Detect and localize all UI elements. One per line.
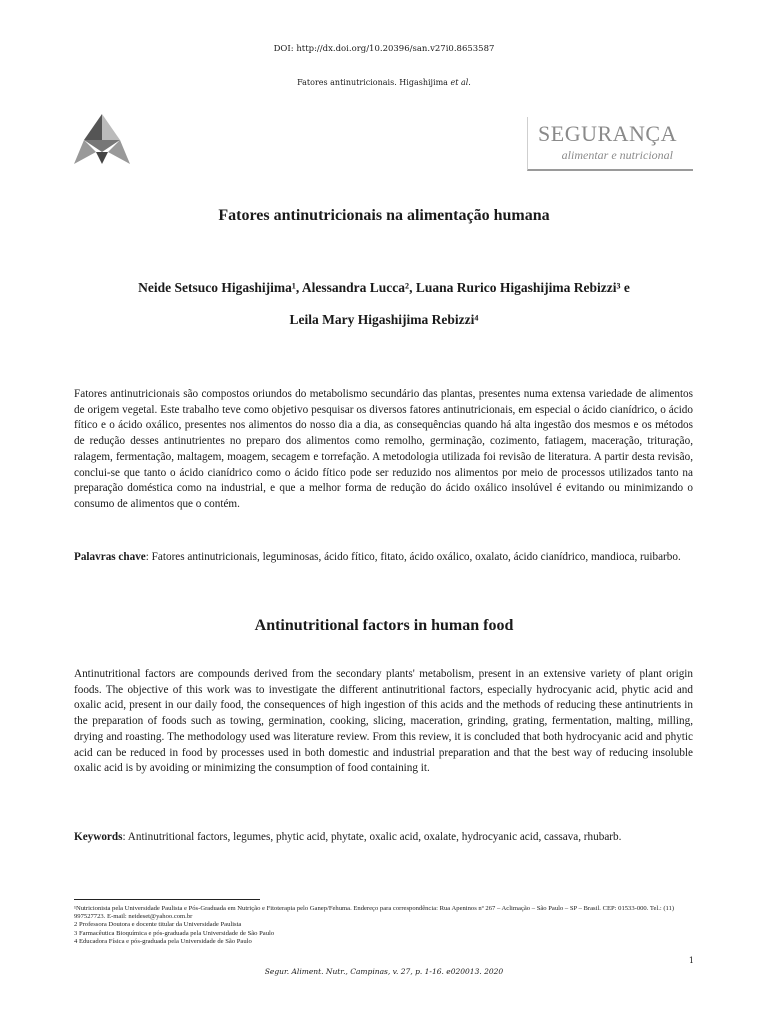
keywords-pt-label: Palavras chave [74, 551, 146, 563]
footnote-2: 2 Professora Doutora e docente titular da Universidade Paulista [74, 921, 242, 929]
keywords-en-text: : Antinutritional factors, legumes, phytic acid, phytate, oxalic acid, oxalate, hydrocyanic acid, cassava, rhubarb. [122, 831, 622, 843]
journal-name: SEGURANÇA [538, 121, 677, 146]
keywords-en [74, 830, 693, 846]
page-number: 1 [688, 956, 694, 965]
keywords-pt-text: : Fatores antinutricionais, leguminosas, ácido fítico, fitato, ácido oxálico, oxalato, ácido cianídrico, mandioca, ruibarbo. [145, 551, 681, 563]
journal-logo-icon [74, 114, 130, 164]
footnotes [74, 905, 693, 946]
keywords-pt [74, 550, 693, 566]
running-title-etal: et al. [450, 78, 471, 87]
footnote-3: 3 Farmacêutica Bioquímica e pós-graduada pela Universidade de São Paulo [74, 929, 275, 937]
footnote-1: ¹Nutricionista pela Universidade Paulista e Pós-Graduada em Nutrição e Fitoterapia pelo Ganep/Fehuma. Endereço para correspondência: Rua Apeninos nº 267 – Aclimação – São Paulo – SP – Brasil. CEP: 01533-000. Tel.: (11) 997527723. E-mail: neideset@yahoo.com.br [74, 905, 675, 921]
journal-masthead [527, 117, 693, 171]
article-title-pt: Fatores antinutricionais na alimentação humana [218, 207, 550, 224]
authors-line-1: Neide Setsuco Higashijima¹, Alessandra Lucca², Luana Rurico Higashijima Rebizzi³ e [138, 280, 630, 295]
article-title-en: Antinutritional factors in human food [254, 617, 514, 634]
running-title-text: Fatores antinutricionais. Higashijima [297, 78, 448, 87]
running-title [0, 78, 768, 87]
abstract-en: Antinutritional factors are compounds derived from the secondary plants' metabolism, present in an extensive variety of plant origin foods. The objective of this work was to investigate the different antinutritional factors, especially hydrocyanic acid, phytic acid and oxalic acid, present in our daily food, the consequences of high ingestion of this acids and the methods of reducing these antinutrients in the preparation of foods such as towing, germination, cooking, slicing, maceration, grinding, grating, fermentation, malting, milling, drying and roasting. The methodology used was literature review. From this review, it is concluded that both hydrocyanic acid and phytic acid can be reduced in food by processes used in both domestic and industrial preparation and that the best way of reducing insoluble oxalic acid is by avoiding or minimizing the consumption of food containing it. [74, 668, 693, 775]
keywords-en-label: Keywords [74, 831, 123, 843]
journal-subtitle: alimentar e nutricional [561, 148, 673, 162]
authors-line-2: Leila Mary Higashijima Rebizzi⁴ [289, 312, 479, 327]
footnote-divider [74, 899, 260, 900]
abstract-pt: Fatores antinutricionais são compostos oriundos do metabolismo secundário das plantas, presentes numa extensa variedade de alimentos de origem vegetal. Este trabalho teve como objetivo pesquisar os diversos fatores antinutricionais, em especial o ácido cianídrico, o ácido fítico e o ácido oxálico, presentes nos alimentos do nosso dia a dia, as consequências quando há alta ingestão dos mesmos e os métodos de redução desses antinutrientes no preparo dos alimentos como remolho, germinação, cozimento, fatiagem, maceração, trituração, ralagem, fermentação, maltagem, moagem, secagem e torrefação. A metodologia utilizada foi revisão de literatura. A partir desta revisão, conclui-se que tanto o ácido cianídrico como o ácido fítico pode ser reduzido nos alimentos por meio de processos utilizados tanto na preparação doméstica como na industrial, e que a melhor forma de redução do ácido oxálico insolúvel é evitando ou minimizando o consumo de alimentos que o contém. [74, 388, 693, 510]
footnote-4: 4 Educadora Física e pós-graduada pela Universidade de São Paulo [74, 937, 252, 945]
doi-line: DOI: http://dx.doi.org/10.20396/san.v27i0.8653587 [273, 44, 495, 54]
footer-citation: Segur. Aliment. Nutr., Campinas, v. 27, p. 1-16. e020013. 2020 [264, 967, 504, 976]
